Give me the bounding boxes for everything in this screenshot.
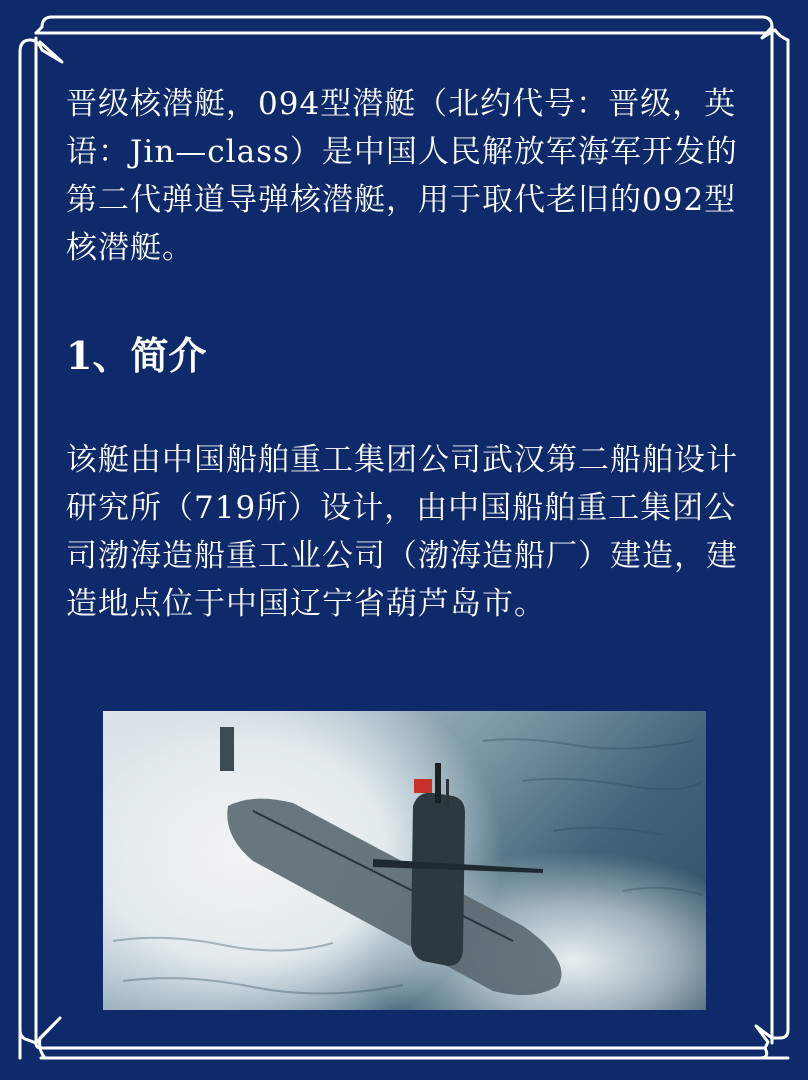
intro-paragraph: 晋级核潜艇，094型潜艇（北约代号：晋级，英语：Jin—class）是中国人民解放军海军开发的第二代弹道导弹核潜艇，用于取代老旧的092型核潜艇。 [66, 86, 738, 266]
rudder-fin [220, 727, 234, 771]
submarine-photo [103, 711, 706, 1010]
section-body-paragraph: 该艇由中国船舶重工集团公司武汉第二船舶设计研究所（719所）设计，由中国船舶重工集团公司渤海造船重工业公司（渤海造船厂）建造，建造地点位于中国辽宁省葫芦岛市。 [66, 442, 738, 622]
section-title: 1、简介 [66, 333, 207, 378]
submarine-sail [411, 793, 465, 966]
flag [414, 779, 432, 793]
submarine-hull [227, 799, 561, 995]
